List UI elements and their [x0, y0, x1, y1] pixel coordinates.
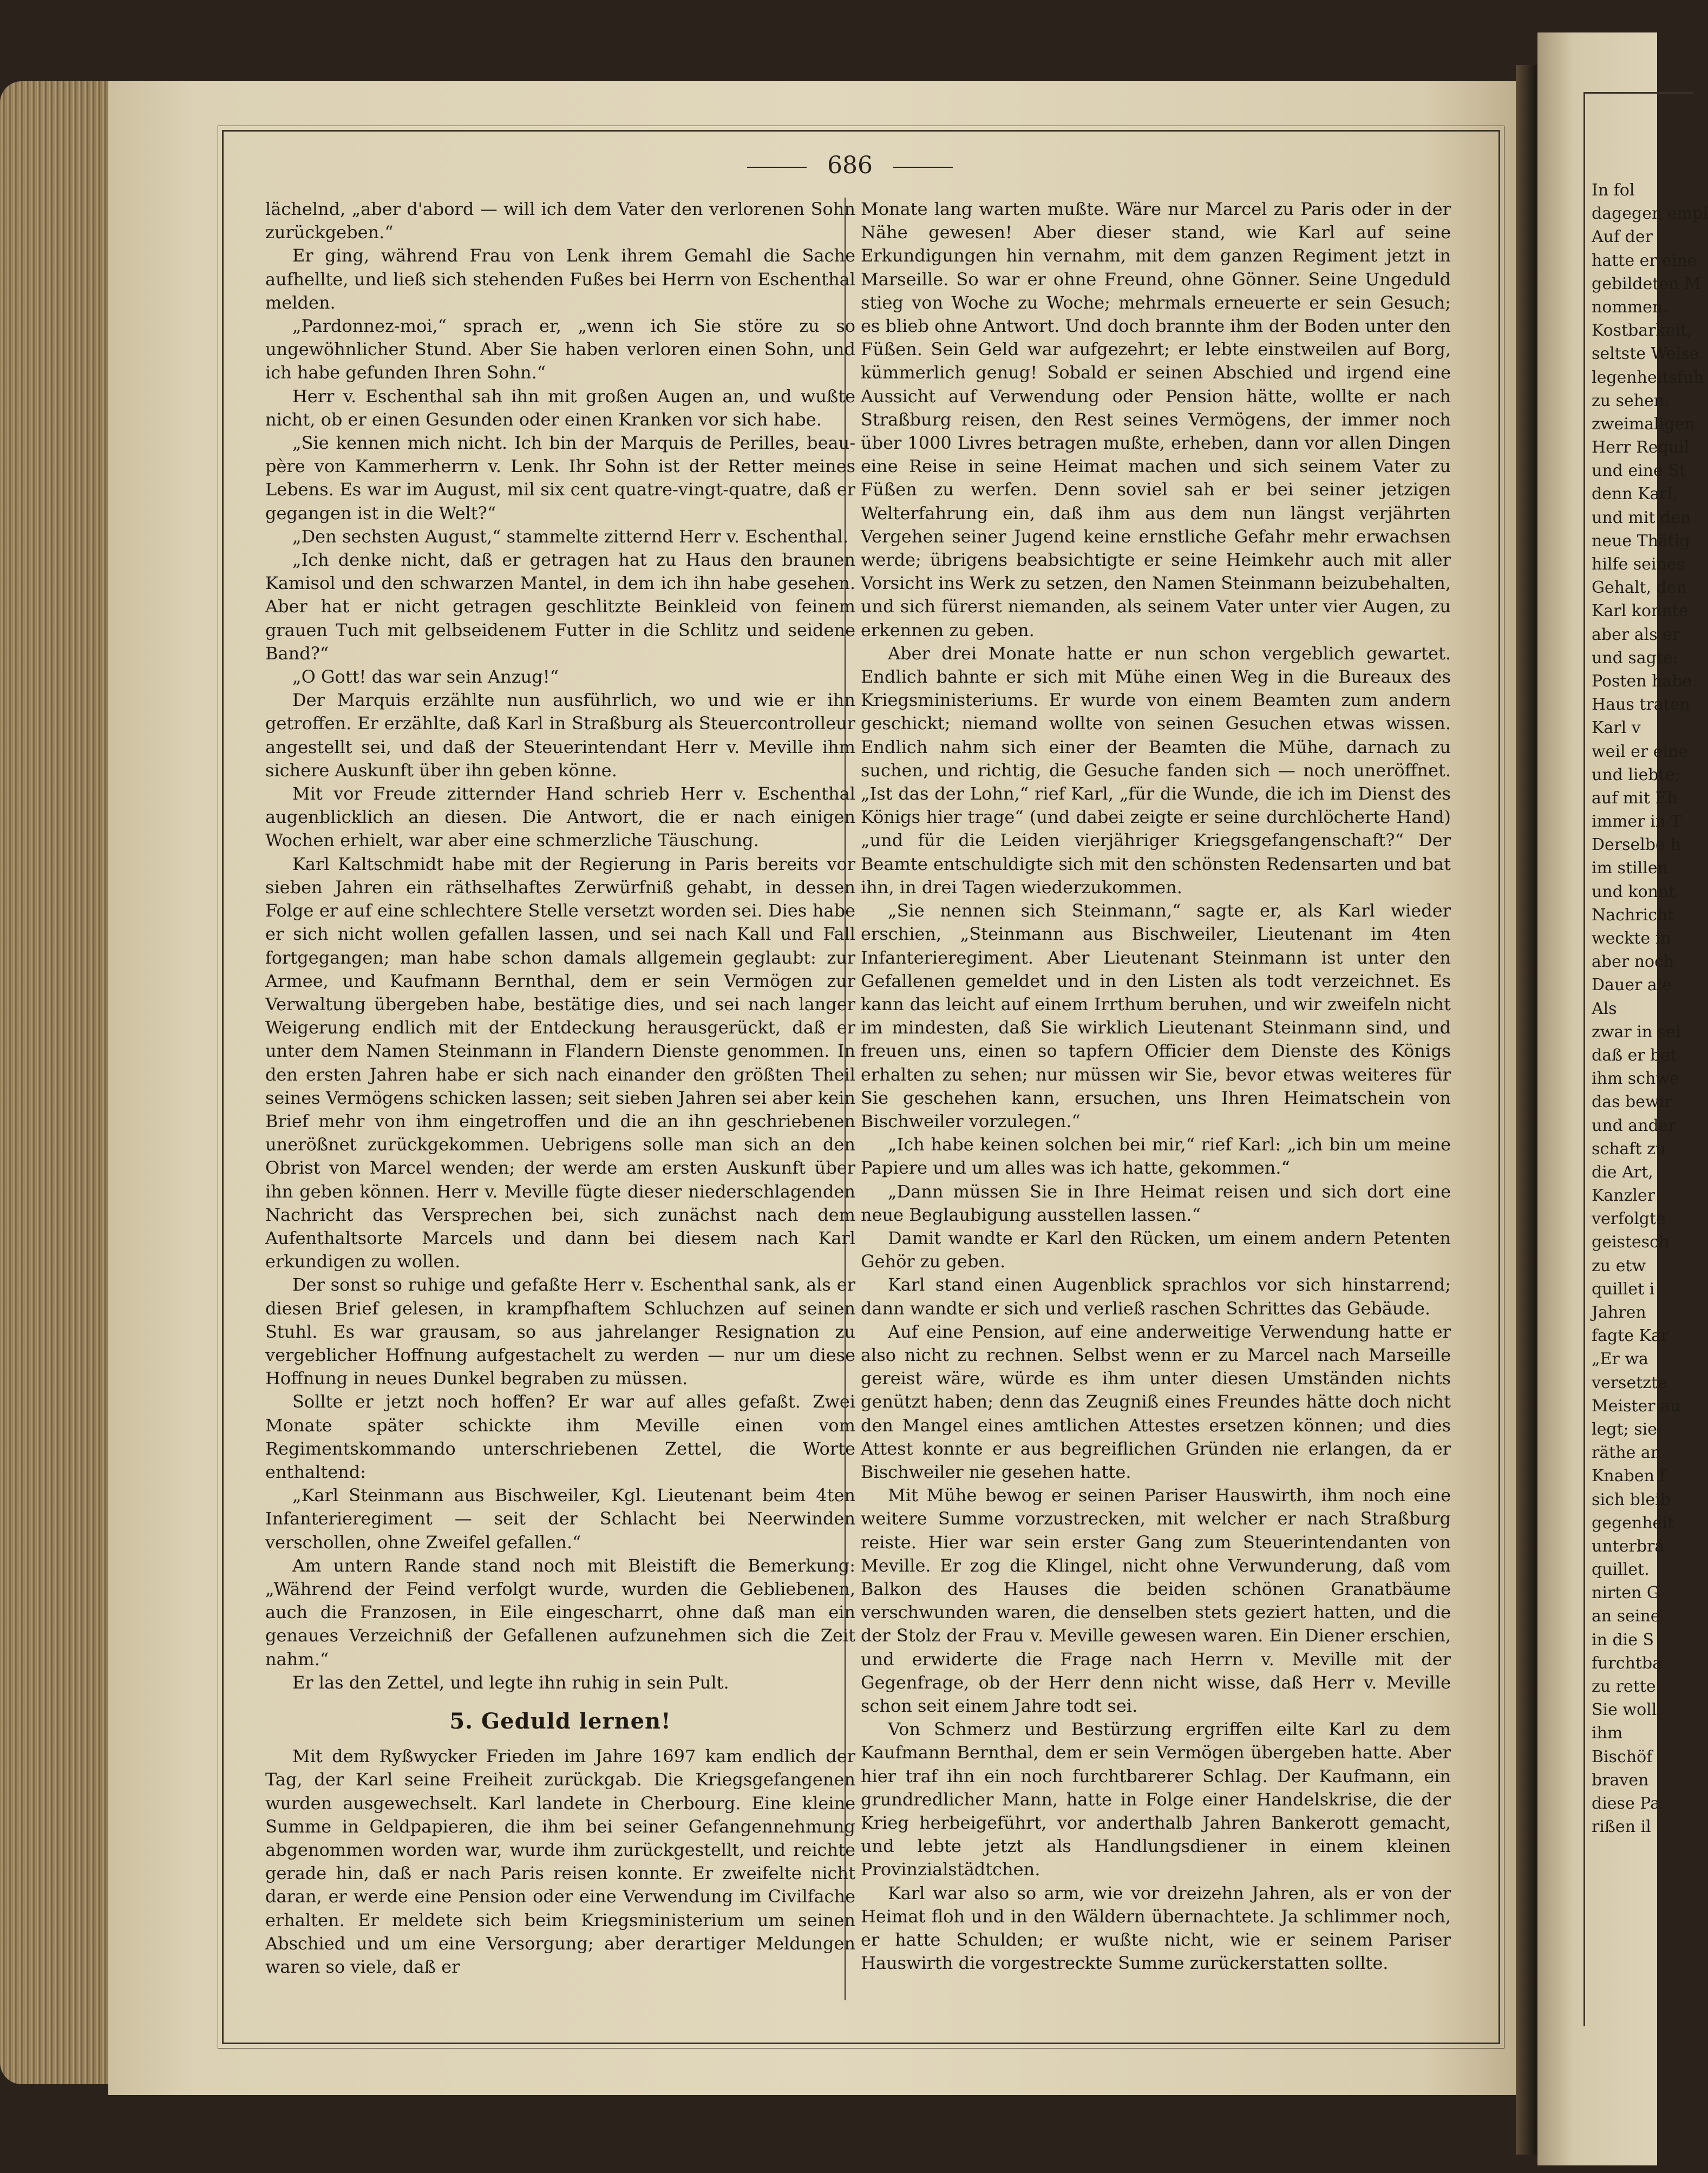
facing-page-line: Kostbarkeit, [1592, 321, 1692, 341]
facing-page-line: weil er eine [1592, 742, 1689, 761]
paragraph: Damit wandte er Karl den Rücken, um einem andern Petenten Gehör zu geben. [861, 1227, 1451, 1272]
facing-page-line: Posten habe [1592, 671, 1692, 691]
paragraph: Aber drei Monate hatte er nun schon vergeblich gewartet. Endlich bahnte er sich mit Mühe einen Weg in die Bureaux des Kriegsministeriums. Er wurde von einem Beamten zum andern geschickt; niemand wollte von seinen Gesuchen etwas wissen. Endlich nahm sich einer der Beamten die Mühe, darnach zu suchen, und richtig, die Gesuche fanden sich — noch uneröffnet. „Ist das der Lohn,“ rief Karl, „für die Wunde, die ich im Dienst des Königs hier trage“ (und dabei zeigte er seine durchlöcherte Hand) „und für die Leiden vierjähriger Kriegsgefangenschaft?“ Der Beamte entschuldigte sich mit den schönsten Redensarten und bat ihn, in drei Tagen wiederzukommen. [861, 643, 1451, 898]
facing-page-line: gegenheit [1592, 1513, 1674, 1533]
facing-page-line: die Art, [1592, 1162, 1653, 1182]
paragraph: Monate lang warten mußte. Wäre nur Marcel zu Paris oder in der Nähe gewesen! Aber dieser stand, wie Karl auf seine Erkundigungen hin vernahm, mit dem ganzen Regiment jetzt in Marseille. So war er ohne Freund, ohne Gönner. Seine Ungeduld stieg von Woche zu Woche; mehrmals erneuerte er sein Gesuch; es blieb ohne Antwort. Und doch brannte ihm der Boden unter den Füßen. Sein Geld war aufgezehrt; er lebte einstweilen auf Borg, kümmerlich genug! Sobald er seinen Abschied und irgend eine Aussicht auf Verwendung oder Pension hätte, wollte er nach Straßburg reisen, den Rest seines Vermögens, der immer noch über 1000 Livres betragen mußte, erheben, dann vor allen Dingen eine Reise in seine Heimat machen und sich seinem Vater zu Füßen zu werfen. Denn soviel sah er bei seiner jetzigen Welterfahrung ein, daß ihm aus dem nun längst verjährten Vergehen seiner Jugend keine ernstliche Gefahr mehr erwachsen werde; übrigens beabsichtigte er seine Heimkehr auch mit aller Vorsicht ins Werk zu setzen, den Namen Steinmann beizubehalten, und sich fürerst niemanden, als seinem Vater unter vier Augen, zu erkennen zu geben. [861, 199, 1451, 640]
facing-page-line: seltste Weise [1592, 344, 1699, 364]
facing-page-line: verfolgte [1592, 1209, 1666, 1229]
left-column [265, 198, 855, 1979]
facing-page-line: legenheitsfuh [1592, 368, 1704, 387]
facing-page-line: Auf der [1592, 227, 1653, 247]
facing-page-line: in die S [1592, 1630, 1654, 1650]
facing-page-line: diese Pa [1592, 1794, 1660, 1813]
facing-page-line: denn Karl, [1592, 485, 1678, 504]
facing-page-line: sich bleib [1592, 1490, 1671, 1509]
facing-page-line: Knaben f [1592, 1467, 1666, 1486]
facing-page-line: Als [1592, 999, 1617, 1018]
facing-page-line: neue Thätig [1592, 531, 1690, 551]
facing-page-line: versetzte [1592, 1373, 1667, 1392]
paragraph: Karl stand einen Augenblick sprachlos vor sich hinstarrend; dann wandte er sich und verließ raschen Schrittes das Gebäude. [861, 1274, 1451, 1319]
paragraph: Er ging, während Frau von Lenk ihrem Gemahl die Sache aufhellte, und ließ sich stehenden Fußes bei Herrn von Eschenthal melden. [265, 245, 855, 313]
facing-page-line: braven [1592, 1770, 1649, 1790]
facing-page-line: gebildeten M [1592, 274, 1701, 293]
facing-page-line: quillet i [1592, 1279, 1655, 1299]
paragraph: Der Marquis erzählte nun ausführlich, wo und wie er ihn getroffen. Er erzählte, daß Karl in Straßburg als Steuercontrolleur angestellt sei, und daß der Steuerintendant Herr v. Meville ihm sichere Auskunft über ihn geben könne. [265, 690, 855, 781]
facing-page-line: Haus traten [1592, 695, 1690, 715]
facing-page-line: Gehalt, den [1592, 578, 1687, 598]
paragraph: Von Schmerz und Bestürzung ergriffen eilte Karl zu dem Kaufmann Bernthal, dem er sein Vermögen übergeben hatte. Aber hier traf ihn ein noch furchtbarerer Schlag. Der Kaufmann, ein grundredlicher Mann, hatte in Folge einer Handelskrise, die der Krieg herbeigeführt, vor anderthalb Jahren Bankerott gemacht, und lebte jetzt als Handlungsdiener in einem kleinen Provinzialstädtchen. [861, 1719, 1451, 1880]
facing-page-line: nommen. [1592, 297, 1668, 317]
right-column [861, 198, 1451, 1975]
paragraph: Sollte er jetzt noch hoffen? Er war auf alles gefaßt. Zwei Monate später schickte ihm Meville einen vom Regimentskommando unterschriebenen Zettel, die Worte enthaltend: [265, 1391, 855, 1482]
facing-page-line: zu etw [1592, 1256, 1646, 1275]
paragraph: „Pardonnez-moi,“ sprach er, „wenn ich Sie störe zu so ungewöhnlicher Stund. Aber Sie haben verloren einen Sohn, und ich habe gefunden Ihren Sohn.“ [265, 316, 855, 383]
facing-page-line: weckte in [1592, 929, 1671, 948]
paragraph: Karl Kaltschmidt habe mit der Regierung in Paris bereits vor sieben Jahren ein räthselhaftes Zerwürfniß gehabt, in dessen Folge er auf eine schlechtere Stelle versetzt worden sei. Dies habe er sich nicht wollen gefallen lassen, und sei nach Kall und Fall fortgegangen; man habe schon damals allgemein geglaubt: zur Armee, und Kaufmann Bernthal, dem er sein Vermögen zur Verwaltung übergeben habe, bestätige dies, und sei nach langer Weigerung endlich mit der Entdeckung herausgerückt, daß er unter dem Namen Steinmann in Flandern Dienste genommen. In den ersten Jahren habe er sich nach einander den größten Theil seines Vermögens schicken lassen; seit sieben Jahren sei aber kein Brief mehr von ihm eingetroffen und die an ihn geschriebenen unerößnet zurückgekommen. Uebrigens solle man sich an den Obrist von Marcel wenden; der werde am ersten Auskunft über ihn geben können. Herr v. Meville fügte dieser niederschlagenden Nachricht das Versprechen bei, sich zunächst nach dem Aufenthaltsorte Marcels und dann bei diesem nach Karl erkundigen zu wollen. [265, 853, 855, 1272]
facing-page-line: und konnt [1592, 882, 1676, 901]
paragraph: Mit Mühe bewog er seinen Pariser Hauswirth, ihm noch eine weitere Summe vorzustrecken, mit welcher er nach Straßburg reiste. Hier war sein erster Gang zum Steuerintendanten von Meville. Er zog die Klingel, nicht ohne Verwunderung, daß vom Balkon des Hauses die beiden schönen Granatbäume verschwunden waren, die denselben stets geziert hatten, und die der Stolz der Frau v. Meville gewesen waren. Ein Diener erschien, und erwiderte die Frage nach Herrn v. Meville mit der Gegenfrage, ob der Herr denn nicht wisse, daß Herr v. Meville schon seit einem Jahre todt sei. [861, 1485, 1451, 1716]
facing-page-line: In fol [1592, 181, 1635, 200]
facing-page-line: und eine St [1592, 461, 1686, 481]
paragraph: „O Gott! das war sein Anzug!“ [292, 666, 559, 688]
facing-page-line: fagte Kar [1592, 1326, 1669, 1346]
paragraph: „Sie nennen sich Steinmann,“ sagte er, als Karl wieder erschien, „Steinmann aus Bischweiler, Lieutenant im 4ten Infanterieregiment. Aber Lieutenant Steinmann ist unter den Gefallenen gemeldet und in den Listen als todt verzeichnet. Es kann das leicht auf einem Irrthum beruhen, und wir zweifeln nicht im mindesten, daß Sie wirklich Lieutenant Steinmann sind, und freuen uns, einen so tapfern Officier dem Dienste des Königs erhalten zu sehen; nur müssen wir Sie, bevor etwas weiteres für Sie geschehen kann, ersuchen, uns Ihren Heimatschein von Bischweiler vorzulegen.“ [861, 900, 1451, 1131]
facing-page-line: aber als er [1592, 625, 1680, 644]
facing-page-line: dagegen empi [1592, 204, 1708, 224]
facing-page-line: räthe an [1592, 1443, 1661, 1463]
facing-page-line: zwar in sei [1592, 1022, 1681, 1042]
facing-page-line: unterbra [1592, 1536, 1665, 1556]
facing-page-line: immer in T [1592, 812, 1682, 832]
facing-page-line: Sie woll [1592, 1700, 1657, 1720]
facing-page-line: ihm [1592, 1724, 1623, 1743]
header-rule-right [893, 167, 953, 168]
facing-page-line: Karl v [1592, 718, 1641, 738]
facing-page-line: auf mit Eh [1592, 788, 1678, 808]
facing-page-text [1592, 179, 1708, 1838]
paragraph: Er las den Zettel, und legte ihn ruhig in sein Pult. [292, 1672, 729, 1693]
facing-page-line: und sagte: [1592, 648, 1678, 667]
paragraph: lächelnd, „aber d'abord — will ich dem Vater den verlorenen Sohn zurückgeben.“ [265, 199, 855, 243]
paragraph: Der sonst so ruhige und gefaßte Herr v. Eschenthal sank, als er diesen Brief gelesen, in krampfhaftem Schluchzen auf seinen Stuhl. Es war grausam, so aus jahrelanger Resignation zu vergeblicher Hoffnung aufgestachelt zu werden — nur um diese Hoffnung in neues Dunkel begraben zu müssen. [265, 1274, 855, 1389]
facing-page-line: und liebte; [1592, 765, 1680, 784]
paragraph: „Ich habe keinen solchen bei mir,“ rief Karl: „ich bin um meine Papiere und um alles was ich hatte, gekommen.“ [861, 1134, 1451, 1179]
facing-page-line: zweimaligen [1592, 414, 1695, 434]
paragraph: Mit dem Ryßwycker Frieden im Jahre 1697 kam endlich der Tag, der Karl seine Freiheit zurückgab. Die Kriegsgefangenen wurden ausgewechselt. Karl landete in Cherbourg. Eine kleine Summe in Geldpapieren, die ihm bei seiner Gefangennehmung abgenommen worden war, wurde ihm zurückgestellt, und reichte gerade hin, daß er nach Paris reisen konnte. Er zweifelte nicht daran, er werde eine Pension oder eine Verwendung im Civilfache erhalten. Er meldete sich beim Kriegsministerium um seinen Abschied und um eine Versorgung; aber derartiger Meldungen waren so viele, daß er [265, 1746, 855, 1978]
facing-page-line: daß er bet [1592, 1045, 1677, 1065]
facing-page-line: schaft zu [1592, 1139, 1666, 1159]
facing-page-line: das bewir [1592, 1092, 1672, 1112]
paragraph: Herr v. Eschenthal sah ihn mit großen Augen an, und wußte nicht, ob er einen Gesunden oder einen Kranken vor sich habe. [265, 385, 855, 430]
facing-page-line: und ander [1592, 1116, 1676, 1135]
paragraph: „Karl Steinmann aus Bischweiler, Kgl. Lieutenant beim 4ten Infanterieregiment — seit der Schlacht bei Neerwinden verschollen, ohne Zweifel gefallen.“ [265, 1485, 855, 1553]
paragraph: Karl war also so arm, wie vor dreizehn Jahren, als er von der Heimat floh und in den Wäldern übernachtete. Ja schlimmer noch, er hatte Schulden; er wußte nicht, wie er seinem Pariser Hauswirth die vorgestreckte Summe zurückerstatten sollte. [861, 1882, 1451, 1974]
facing-page-line: an seine [1592, 1607, 1660, 1626]
paragraph: „Dann müssen Sie in Ihre Heimat reisen und sich dort eine neue Beglaubigung ausstellen lassen.“ [861, 1181, 1451, 1225]
paragraph: Am untern Rande stand noch mit Bleistift die Bemerkung: „Während der Feind verfolgt wurde, wurden die Gebliebenen, auch die Franzosen, in Eile eingescharrt, ohne daß man ein genaues Verzeichniß der Gefallenen aufzunehmen sich die Zeit nahm.“ [265, 1555, 855, 1670]
paragraph: „Sie kennen mich nicht. Ich bin der Marquis de Perilles, beau-père von Kammerherrn v. Lenk. Ihr Sohn ist der Retter meines Lebens. Es war im August, mil six cent quatre-vingt-quatre, daß er gegangen ist in die Welt?“ [265, 433, 855, 523]
paragraph: Mit vor Freude zitternder Hand schrieb Herr v. Eschenthal augenblicklich an diesen. Die Antwort, die er nach einigen Wochen erhielt, war aber eine schmerzliche Täuschung. [265, 783, 855, 851]
page-number: 686 [827, 152, 873, 179]
facing-page-line: Dauer ale [1592, 976, 1672, 995]
facing-page-line: quillet. [1592, 1560, 1650, 1580]
facing-page-line: hatte er eine [1592, 251, 1697, 270]
facing-page-line: Jahren [1592, 1303, 1646, 1322]
facing-page-line: zu sehen. [1592, 391, 1670, 410]
paragraph: Auf eine Pension, auf eine anderweitige Verwendung hatte er also nicht zu rechnen. Selbst wenn er zu Marcel nach Marseille gereist wäre, würde es ihm unter diesen Umständen nichts genützt haben; denn das Zeugniß eines Freundes hätte doch nicht den Mangel eines amtlichen Attestes ersetzen können; und dies Attest konnte er aus begreiflichen Gründen nie erlangen, da er Bischweiler nie gesehen hatte. [861, 1321, 1451, 1482]
facing-page-line: nirten G [1592, 1583, 1660, 1603]
facing-page-line: legt; sie [1592, 1419, 1657, 1439]
facing-page-line: ihm schwe [1592, 1069, 1679, 1089]
facing-page-line: aber noch [1592, 952, 1674, 972]
facing-page-line: im stillen [1592, 859, 1668, 878]
paragraph: „Ich denke nicht, daß er getragen hat zu Haus den braunen Kamisol und den schwarzen Mantel, in dem ich ihn habe gesehen. Aber hat er nicht getragen geschlitzte Beinkleid von feinem grauen Tuch mit gelbseidenem Futter in die Schlitz und seidene Band?“ [265, 549, 855, 664]
facing-page-line: Meister au [1592, 1396, 1681, 1416]
facing-page-line: rißen il [1592, 1817, 1651, 1837]
facing-page-line: Kanzler [1592, 1186, 1655, 1206]
facing-page-line: hilfe seines [1592, 555, 1685, 574]
paragraph: „Den sechsten August,“ stammelte zitternd Herr v. Eschenthal. [292, 526, 849, 547]
section-heading: 5. Geduld lernen! [449, 1709, 671, 1734]
facing-page-line: Karl konnte [1592, 601, 1689, 621]
facing-page-line: geistesch [1592, 1233, 1670, 1252]
facing-page-line: zu rette [1592, 1677, 1656, 1696]
facing-page-line: „Er wa [1592, 1350, 1648, 1369]
facing-page-line: Derselbe h [1592, 835, 1681, 855]
facing-page-line: Bischöf [1592, 1747, 1653, 1766]
facing-page-line: und mit den [1592, 508, 1691, 527]
facing-page-line: Herr Requil [1592, 438, 1690, 457]
facing-page-line: furchtba [1592, 1653, 1663, 1673]
facing-page-line: Nachricht [1592, 905, 1674, 925]
